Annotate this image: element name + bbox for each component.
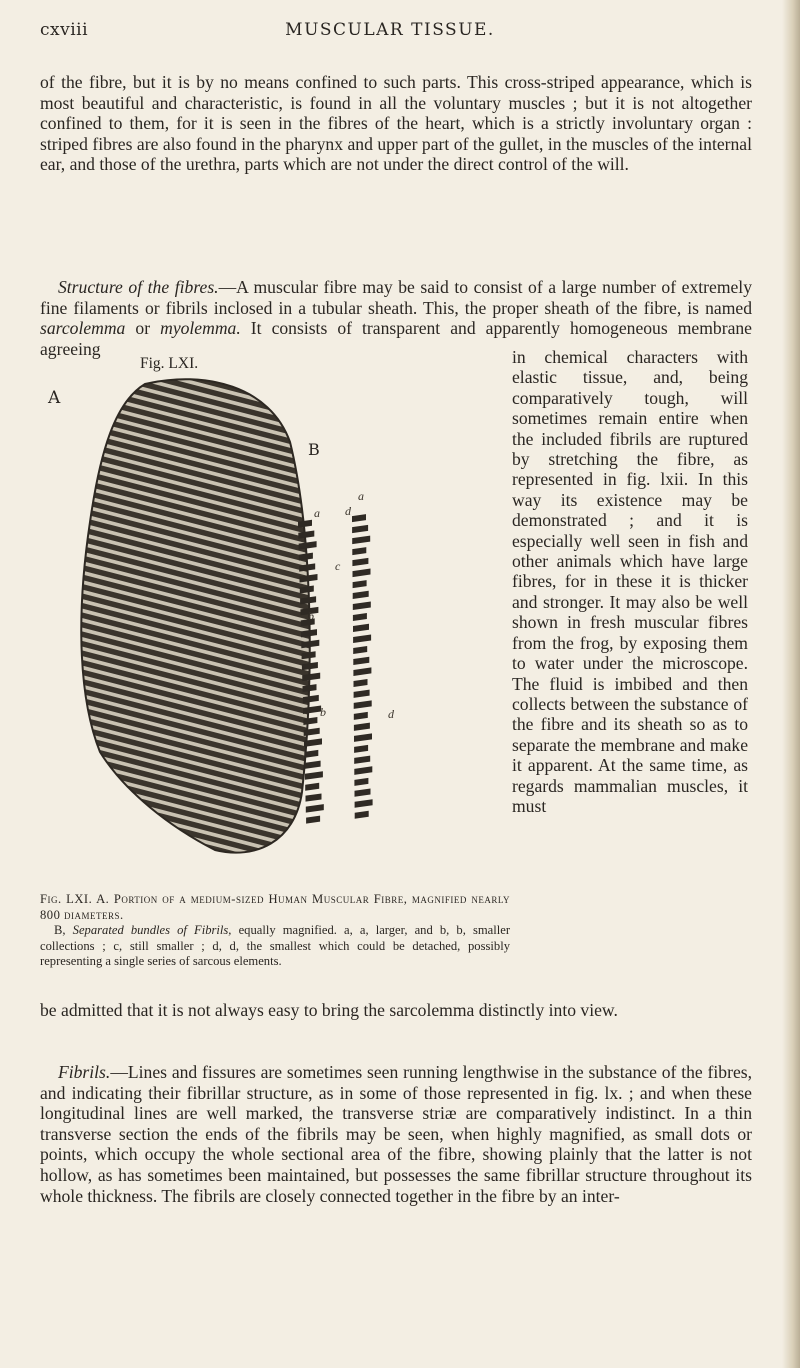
fibril-segment bbox=[352, 536, 370, 545]
letter-d-top: d bbox=[345, 504, 351, 518]
striation-line bbox=[60, 838, 330, 888]
page-number: cxviii bbox=[40, 20, 89, 40]
fibril-segment bbox=[354, 766, 372, 775]
fibril-segment bbox=[353, 634, 371, 643]
paragraph-fibrils bbox=[40, 1062, 752, 1206]
fibril-segment bbox=[305, 783, 319, 791]
fibril-segment bbox=[355, 799, 373, 808]
structure-text-b: or bbox=[125, 318, 161, 339]
fibril-segment bbox=[355, 811, 369, 819]
page-edge bbox=[782, 0, 800, 1368]
letter-b-left: b bbox=[308, 609, 314, 623]
fibril-segment bbox=[306, 816, 320, 824]
letter-c: c bbox=[335, 559, 341, 573]
fibre-portion-a bbox=[40, 372, 340, 887]
fibril-segment bbox=[352, 525, 368, 533]
fibrils-text: —Lines and fissures are sometimes seen running lengthwise in the substance of the fibres, and indicating their fibrillar structure, as in some of those represented in fig. lx. ; and when these longitudinal lines are well marked, the transverse striæ are comparatively indistinct. In a thin transverse section the ends of the fibrils may be seen, when highly magnified, as small dots or points, which occupy the whole sectional area of the fibre, showing plainly that the latter is not hollow, as has sometimes been maintained, but possesses the same fibrillar structure throughout its whole thickness. The fibrils are closely connected together in the fibre by an inter- bbox=[40, 1062, 752, 1206]
letter-a-left: a bbox=[314, 506, 320, 520]
fibril-segment bbox=[354, 723, 370, 731]
caption-line-2 bbox=[40, 923, 510, 970]
paragraph-cross-striped: of the fibre, but it is by no means confined to such parts. This cross-striped appearance, which is most beautiful and characteristic, is found in all the voluntary muscles ; but it is not altogether confined to them, for it is seen in the fibres of the heart, which is a strictly involuntary organ : striped fibres are also found in the pharynx and upper part of the gullet, in the muscles of the internal ear, and those of the urethra, parts which are not under the direct control of the will. bbox=[40, 72, 752, 175]
letter-a-top: a bbox=[358, 489, 364, 503]
striation-line bbox=[60, 876, 330, 888]
fibril-segment bbox=[352, 558, 368, 566]
striation-line bbox=[60, 885, 330, 887]
fibril-segment bbox=[354, 733, 372, 742]
fibril-segment bbox=[354, 745, 368, 753]
fibril-segment bbox=[353, 657, 369, 665]
letter-d-right: d bbox=[388, 707, 394, 721]
fibrils-heading: Fibrils. bbox=[58, 1062, 111, 1082]
side-column-text: in chemical characters with elastic tissue, and, being comparatively tough, will sometimes remain entire when the included fibrils are ruptured by stretching the fibre, as represented in fig. lxii. In this way its existence may be demonstrated ; and it is especially well seen in fish and other animals which have large fibres, for in these it is thicker and stronger. It may also be well shown in fresh muscular fibres from the frog, by exposing them to water under the microscope. The fluid is imbibed and then collects between the substance of the fibre and its sheath so as to separate the membrane and make it apparent. At the same time, as regards mammalian muscles, it must bbox=[512, 347, 748, 816]
term-myolemma: myolemma. bbox=[160, 318, 241, 339]
fibril-segment bbox=[353, 613, 367, 621]
fibril-segment bbox=[354, 700, 372, 709]
fibril-segment bbox=[353, 580, 367, 588]
figure-part-b-label: B bbox=[308, 440, 320, 459]
muscle-fibre-illustration bbox=[40, 372, 510, 887]
structure-text-a: —A muscular fibre may be said to consist of a large number of extremely fine filaments or fibrils inclosed in a tubular sheath. This, the proper sheath of the fibre, is named bbox=[40, 277, 752, 318]
letter-b-mid: b bbox=[320, 705, 326, 719]
fibril-segment bbox=[353, 667, 371, 676]
structure-heading: Structure of the fibres. bbox=[58, 277, 219, 297]
fibril-segment bbox=[354, 778, 368, 786]
fibril-segment bbox=[353, 624, 369, 632]
paragraph-sarcolemma-end: be admitted that it is not always easy to bring the sarcolemma distinctly into view. bbox=[40, 1000, 618, 1020]
fibril-segment bbox=[353, 591, 369, 599]
fibril-segment bbox=[306, 793, 322, 801]
caption-b-text: equally magnified. a, a, larger, and b, b, smaller collections ; c, still smaller ; d, d, the smallest which could be detached, possibly representing a single series of sarcous elements. bbox=[40, 923, 511, 969]
term-sarcolemma: sarcolemma bbox=[40, 318, 126, 339]
fibril-segment bbox=[353, 602, 371, 611]
caption-b-lead: B, bbox=[54, 923, 66, 938]
page-header bbox=[40, 20, 740, 44]
caption-line-1: Fig. LXI. A. Portion of a medium-sized Human Muscular Fibre, magnified nearly 800 diameters. bbox=[40, 892, 510, 922]
fibril-segment bbox=[352, 514, 366, 522]
figure-caption bbox=[40, 892, 510, 970]
running-title: MUSCULAR TISSUE. bbox=[285, 20, 495, 40]
striation-line bbox=[60, 857, 330, 888]
fibril-segment bbox=[354, 712, 368, 720]
fibril-segment bbox=[354, 756, 370, 764]
caption-b-italic: Separated bundles of Fibrils, bbox=[72, 923, 232, 938]
fibril-segment bbox=[355, 789, 371, 797]
fibril-segment bbox=[305, 761, 321, 769]
striation-line bbox=[60, 847, 330, 887]
striation-line bbox=[60, 866, 330, 887]
fibril-segment bbox=[306, 804, 324, 813]
fibril-segment bbox=[353, 646, 367, 654]
fibril-segment bbox=[305, 771, 323, 780]
fibril-segment bbox=[352, 547, 366, 555]
fibril-segment bbox=[354, 679, 368, 687]
structure-text-c: It consists of transparent and apparently homogeneous membrane agreeing bbox=[40, 318, 752, 359]
figure-label: Fig. LXI. bbox=[140, 355, 199, 372]
fibril-segment bbox=[354, 690, 370, 698]
fibril-segment bbox=[353, 569, 371, 578]
figure-part-a-label: A bbox=[48, 388, 61, 408]
striation-line bbox=[60, 372, 330, 376]
